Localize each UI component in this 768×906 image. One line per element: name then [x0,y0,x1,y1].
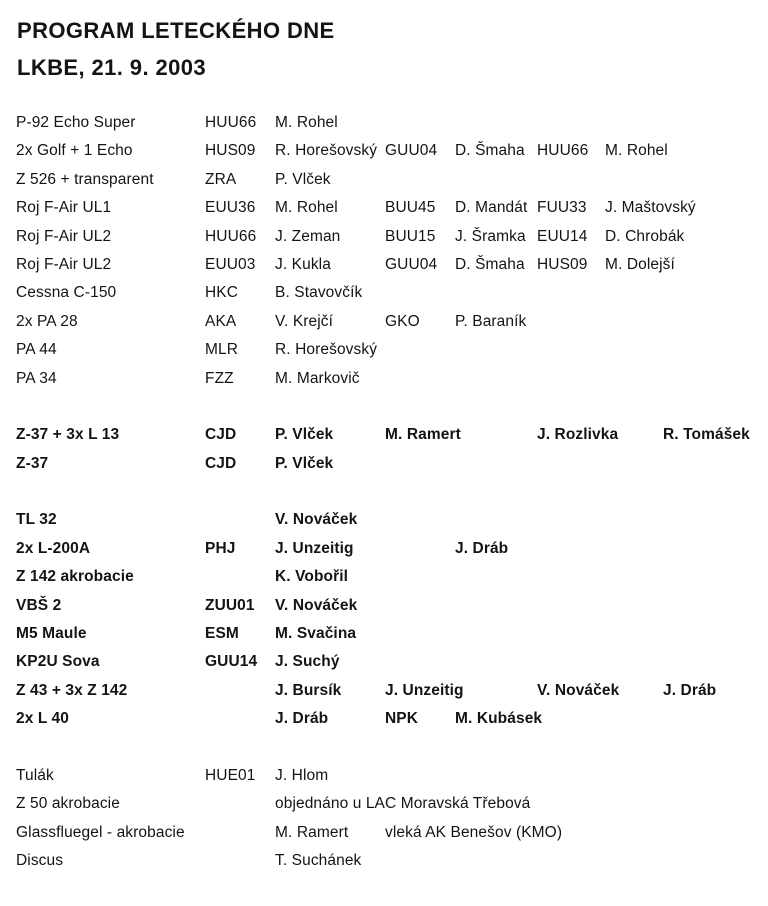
aircraft-name: M5 Maule [16,625,87,643]
pilot-name: J. Hlom [275,766,329,784]
program-row [16,166,768,194]
pilot-name: J. Šramka [455,227,526,245]
pilot-name: P. Vlček [275,426,334,444]
aircraft-name: Z-37 [16,454,49,472]
registration-code: M. Ramert [385,426,461,444]
registration-code: GUU04 [385,255,438,273]
program-row [16,790,768,818]
program-row [16,109,768,137]
pilot-name: M. Svačina [275,625,357,643]
registration-code: GUU14 [205,653,258,671]
aircraft-name: Tulák [16,766,54,784]
pilot-name: P. Baraník [455,312,527,330]
registration-code: GUU04 [385,142,438,160]
registration-code: FUU33 [537,199,587,217]
pilot-name: J. Bursík [275,681,342,699]
pilot-name: M. Dolejší [605,255,675,273]
pilot-name: J. Unzeitig [275,539,354,557]
note-text: objednáno u LAC Moravská Třebová [275,795,531,813]
pilot-name: R. Tomášek [663,426,750,444]
aircraft-name: Z 50 akrobacie [16,795,120,813]
pilot-name: M. Ramert [275,823,349,841]
registration-code: V. Nováček [537,681,620,699]
program-row [16,336,768,364]
pilot-name: M. Rohel [275,114,338,131]
registration-code: MLR [205,341,239,359]
page-title: PROGRAM LETECKÉHO DNE [17,18,335,43]
registration-code: HUU66 [205,114,257,131]
registration-code: ZUU01 [205,596,255,614]
pilot-name: D. Šmaha [455,255,525,273]
registration-code: HUE01 [205,766,256,784]
aircraft-name: Cessna C-150 [16,284,117,302]
pilot-name: J. Dráb [275,710,329,728]
aircraft-name: Roj F-Air UL1 [16,199,112,217]
registration-code: HUS09 [537,255,588,273]
pilot-name: V. Nováček [275,511,358,529]
registration-code: HUU66 [537,142,589,160]
pilot-name: J. Kukla [275,255,331,273]
registration-code: PHJ [205,539,236,557]
pilot-name: D. Chrobák [605,227,685,245]
program-row [16,620,768,648]
registration-code: ZRA [205,170,237,188]
aircraft-name: PA 44 [16,341,57,359]
pilot-name: M. Rohel [605,142,668,160]
program-row [16,592,768,620]
aircraft-name: 2x L-200A [16,539,91,557]
program-row [16,279,768,307]
page-subtitle: LKBE, 21. 9. 2003 [17,55,207,80]
note-text: vleká AK Benešov (KMO) [385,823,563,841]
pilot-name: V. Krejčí [275,312,334,330]
aircraft-name: Roj F-Air UL2 [16,227,112,245]
pilot-name: J. Suchý [275,653,340,671]
aircraft-name: Z 526 + transparent [16,170,154,188]
program-row [16,251,768,279]
program-row [16,819,768,847]
aircraft-name: 2x L 40 [16,710,69,728]
registration-code: CJD [205,426,237,444]
aircraft-name: Discus [16,852,64,870]
aircraft-name: PA 34 [16,369,57,387]
program-section [16,421,768,478]
registration-code: HUU66 [205,227,257,245]
aircraft-name: Glassfluegel - akrobacie [16,823,185,841]
pilot-name: D. Šmaha [455,142,525,160]
pilot-name: D. Mandát [455,199,528,217]
pilot-name: M. Markovič [275,369,360,387]
aircraft-name: P-92 Echo Super [16,114,136,131]
aircraft-name: VBŠ 2 [16,596,62,614]
program-row [16,847,768,875]
registration-code: FZZ [205,369,234,387]
program-row [16,308,768,336]
program-row [16,762,768,790]
aircraft-name: Z-37 + 3x L 13 [16,426,120,444]
registration-code: J. Rozlivka [537,426,619,444]
registration-code: J. Unzeitig [385,681,464,699]
pilot-name: B. Stavovčík [275,284,363,302]
program-row [16,450,768,478]
pilot-name: M. Rohel [275,199,338,217]
program-row [16,194,768,222]
pilot-name: P. Vlček [275,170,331,188]
program-section [16,109,768,393]
pilot-name: J. Zeman [275,227,341,245]
registration-code: ESM [205,625,239,643]
program-section [16,506,768,733]
program-row [16,705,768,733]
pilot-name: T. Suchánek [275,852,362,870]
registration-code: EUU03 [205,255,256,273]
program-row [16,365,768,393]
program-row [16,223,768,251]
program-row [16,506,768,534]
registration-code: AKA [205,312,237,330]
pilot-name: R. Horešovský [275,142,378,160]
aircraft-name: 2x Golf + 1 Echo [16,142,133,160]
pilot-name: K. Vobořil [275,568,349,586]
program-row [16,535,768,563]
pilot-name: J. Dráb [663,681,717,699]
pilot-name: V. Nováček [275,596,358,614]
pilot-name: R. Horešovský [275,341,378,359]
aircraft-name: 2x PA 28 [16,312,78,330]
aircraft-name: KP2U Sova [16,653,100,671]
registration-code: EUU36 [205,199,256,217]
pilot-name: M. Kubásek [455,710,543,728]
registration-code: BUU45 [385,199,436,217]
registration-code: GKO [385,312,420,330]
aircraft-name: TL 32 [16,511,57,529]
program-section [16,762,768,876]
program-row [16,421,768,449]
program-row [16,563,768,591]
registration-code: BUU15 [385,227,436,245]
registration-code: HUS09 [205,142,256,160]
program-table [16,109,768,904]
pilot-name: P. Vlček [275,454,334,472]
aircraft-name: Roj F-Air UL2 [16,255,112,273]
program-row [16,648,768,676]
registration-code: EUU14 [537,227,588,245]
pilot-name: J. Dráb [455,539,509,557]
aircraft-name: Z 43 + 3x Z 142 [16,681,128,699]
program-row [16,677,768,705]
registration-code: HKC [205,284,239,302]
aircraft-name: Z 142 akrobacie [16,568,134,586]
registration-code: CJD [205,454,237,472]
pilot-name: J. Maštovský [605,199,696,217]
registration-code: NPK [385,710,419,728]
program-row [16,137,768,165]
